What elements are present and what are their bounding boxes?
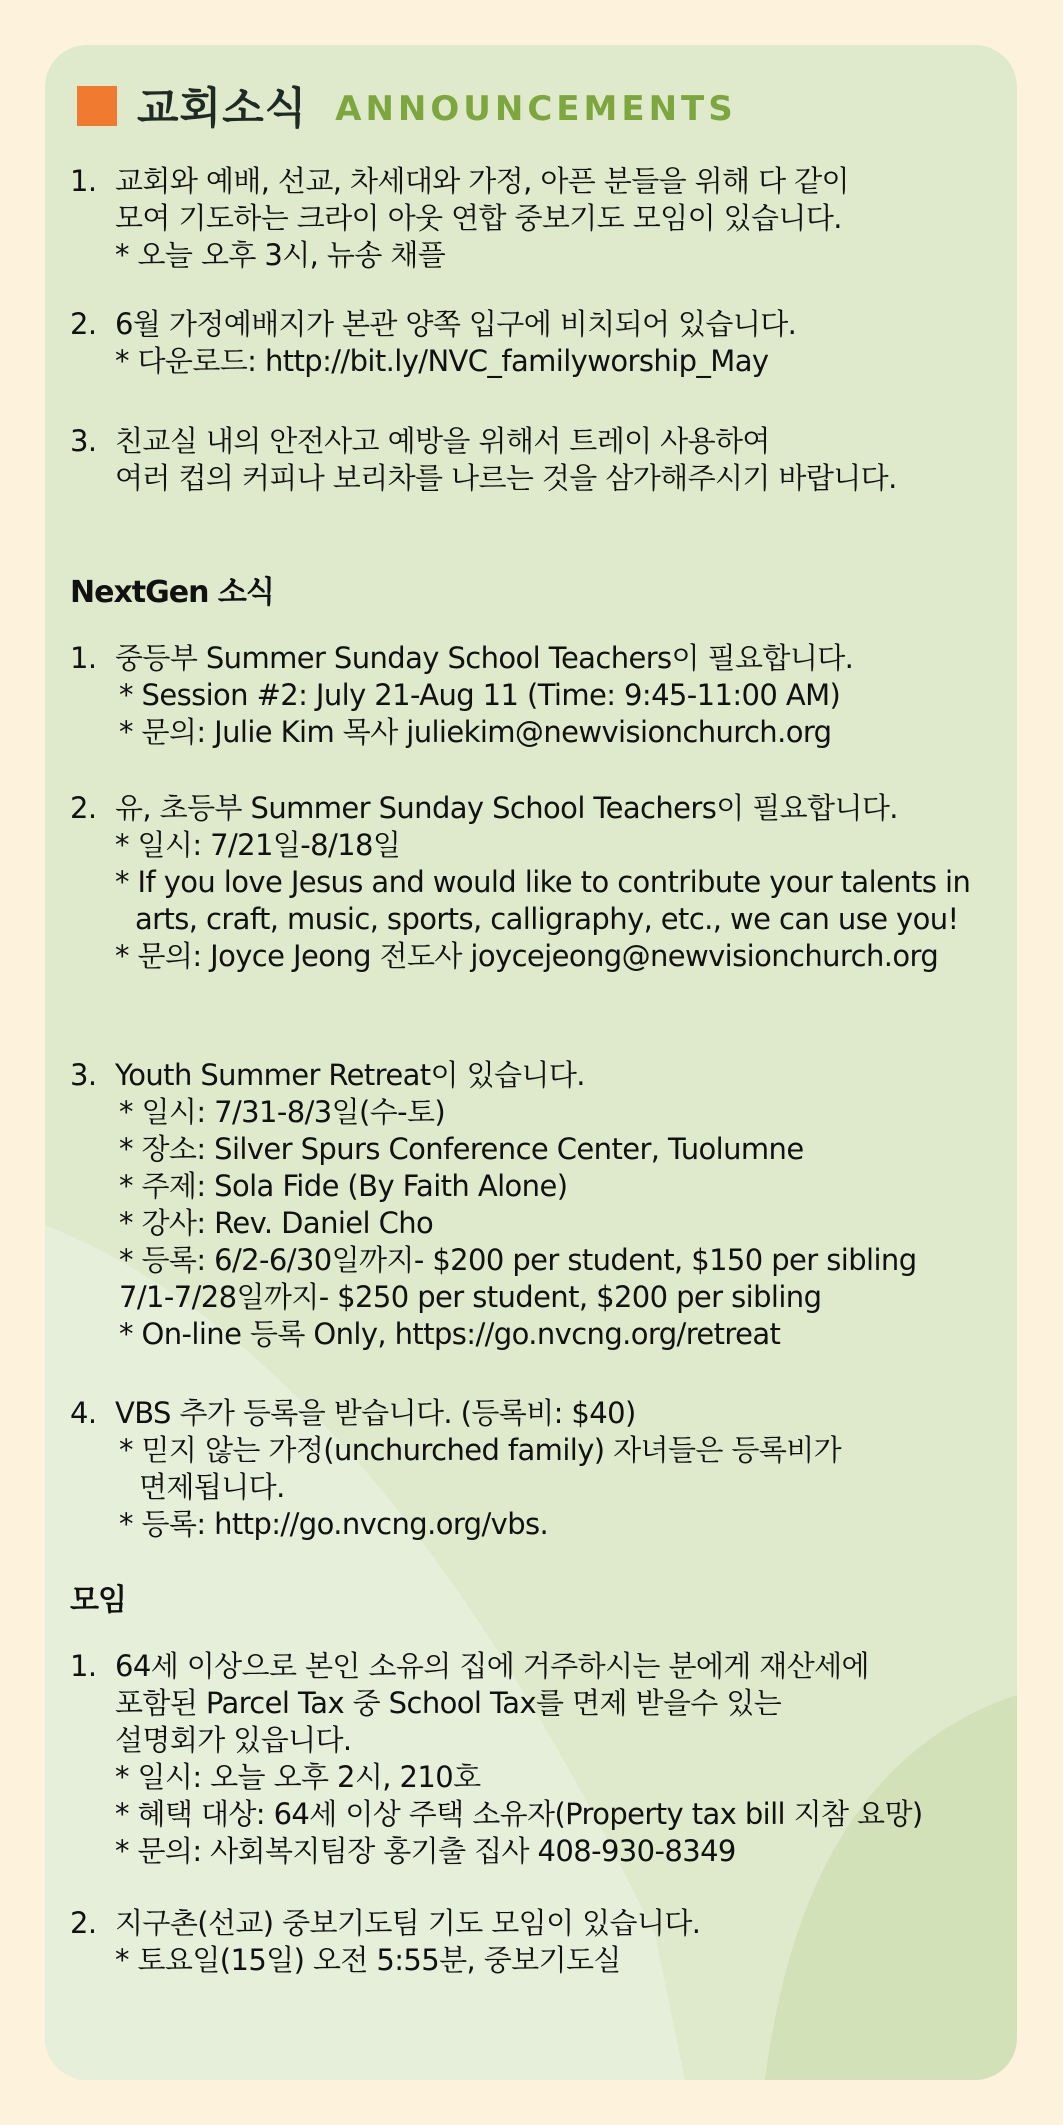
item-line: 지구촌(선교) 중보기도팀 기도 모임이 있습니다.: [115, 1906, 701, 1940]
item-line: * 믿지 않는 가정(unchurched family) 자녀들은 등록비가: [119, 1433, 842, 1467]
announcement-item-2: [70, 306, 1015, 380]
item-number: 1.: [70, 164, 97, 198]
item-line: Youth Summer Retreat이 있습니다.: [115, 1058, 585, 1092]
item-number: 1.: [70, 1649, 97, 1683]
item-line: 모여 기도하는 크라이 아웃 연합 중보기도 모임이 있습니다.: [115, 201, 842, 235]
section-title-meetings: 모임: [70, 1583, 126, 1618]
orange-square-icon: [77, 86, 117, 126]
section-title-nextgen: NextGen 소식: [70, 575, 274, 610]
nextgen-item-3: [70, 1057, 1015, 1353]
item-line: * 문의: Julie Kim 목사 juliekim@newvisionchurch.org: [119, 715, 832, 749]
item-line: 포함된 Parcel Tax 중 School Tax를 면제 받을수 있는: [115, 1686, 782, 1720]
page-title-korean: 교회소식: [137, 84, 308, 134]
nextgen-item-1: [70, 640, 1015, 751]
item-line: 면제됩니다.: [139, 1470, 285, 1504]
item-number: 2.: [70, 791, 97, 825]
page-title-english: ANNOUNCEMENTS: [335, 88, 737, 129]
item-line: * 혜택 대상: 64세 이상 주택 소유자(Property tax bill 지참 요망): [115, 1797, 923, 1831]
item-line: * 다운로드: http://bit.ly/NVC_familyworship_May: [115, 344, 769, 378]
item-line: 64세 이상으로 본인 소유의 집에 거주하시는 분에게 재산세에: [115, 1649, 869, 1683]
item-line: 유, 초등부 Summer Sunday School Teachers이 필요합니다.: [115, 791, 898, 825]
item-number: 2.: [70, 1906, 97, 1940]
item-line: * 등록: http://go.nvcng.org/vbs.: [119, 1507, 549, 1541]
item-line: 6월 가정예배지가 본관 양쪽 입구에 비치되어 있습니다.: [115, 307, 797, 341]
announcement-item-1: [70, 163, 1015, 274]
header: [77, 75, 737, 136]
item-line: * 오늘 오후 3시, 뉴송 채플: [115, 238, 446, 272]
item-line: * If you love Jesus and would like to contribute your talents in: [115, 865, 971, 899]
item-line: * 강사: Rev. Daniel Cho: [119, 1206, 434, 1240]
nextgen-item-4: [70, 1395, 1015, 1543]
item-number: 3.: [70, 1058, 97, 1092]
card-content: [45, 45, 1017, 2080]
item-number: 2.: [70, 307, 97, 341]
item-line: 친교실 내의 안전사고 예방을 위해서 트레이 사용하여: [115, 424, 770, 458]
item-line: * 문의: Joyce Jeong 전도사 joycejeong@newvisionchurch.org: [115, 939, 939, 973]
announcement-item-3: [70, 423, 1015, 497]
item-line: * 문의: 사회복지팀장 홍기출 집사 408-930-8349: [115, 1834, 736, 1868]
meeting-item-1: [70, 1648, 1015, 1870]
item-line: * Session #2: July 21-Aug 11 (Time: 9:45-11:00 AM): [119, 678, 841, 712]
item-number: 1.: [70, 641, 97, 675]
item-line: * 일시: 7/21일-8/18일: [115, 828, 401, 862]
item-number: 3.: [70, 424, 97, 458]
item-line: * 주제: Sola Fide (By Faith Alone): [119, 1169, 568, 1203]
item-line: 설명회가 있읍니다.: [115, 1723, 352, 1757]
nextgen-item-2: [70, 790, 1015, 975]
item-line: 중등부 Summer Sunday School Teachers이 필요합니다.: [115, 641, 854, 675]
item-line: 여러 컵의 커피나 보리차를 나르는 것을 삼가해주시기 바랍니다.: [115, 461, 897, 495]
item-line: 교회와 예배, 선교, 차세대와 가정, 아픈 분들을 위해 다 같이: [115, 164, 849, 198]
item-line: * 일시: 7/31-8/3일(수-토): [119, 1095, 446, 1129]
item-line: VBS 추가 등록을 받습니다. (등록비: $40): [115, 1396, 636, 1430]
item-line: * 토요일(15일) 오전 5:55분, 중보기도실: [115, 1943, 621, 1977]
item-line: * 장소: Silver Spurs Conference Center, Tuolumne: [119, 1132, 804, 1166]
item-line: 7/1-7/28일까지- $250 per student, $200 per sibling: [119, 1280, 822, 1314]
item-line: * 일시: 오늘 오후 2시, 210호: [115, 1760, 481, 1794]
item-number: 4.: [70, 1396, 97, 1430]
item-line: * 등록: 6/2-6/30일까지- $200 per student, $150 per sibling: [119, 1243, 917, 1277]
meeting-item-2: [70, 1905, 1015, 1979]
item-line: arts, craft, music, sports, calligraphy, etc., we can use you!: [135, 902, 959, 936]
item-line: * On-line 등록 Only, https://go.nvcng.org/retreat: [119, 1317, 781, 1351]
announcement-card: [45, 45, 1017, 2080]
